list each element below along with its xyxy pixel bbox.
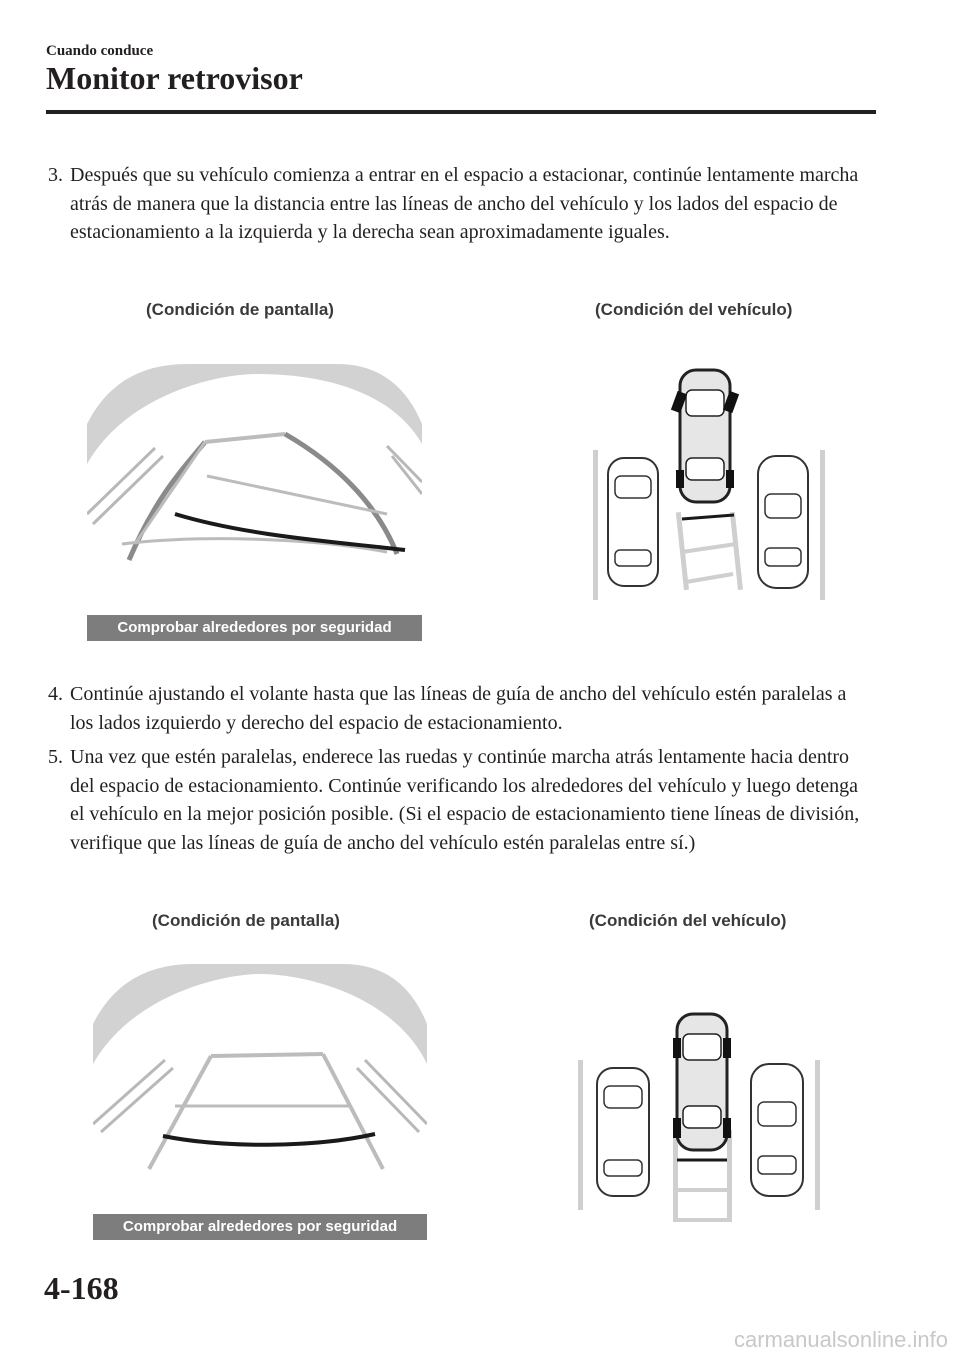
step-text: Una vez que estén paralelas, enderece las ruedas y continúe marcha atrás lentamente hacia dentro del espacio de estacionamiento. Continúe verificando los alrededores del vehículo y luego detenga el vehículo en la mejor posición posible. (Si el espacio de estacionamiento tiene líneas de división, verifique que las líneas de guía de ancho del vehículo estén paralelas entre sí.) [70, 746, 860, 854]
screen-condition-caption: (Condición de pantalla) [146, 300, 334, 319]
step-text: Continúe ajustando el volante hasta que las líneas de guía de ancho del vehículo estén paralelas a los lados izquierdo y derecho del espacio de estacionamiento. [70, 683, 847, 734]
safety-warning-banner: Comprobar alrededores por seguridad [87, 615, 422, 641]
step-4 [48, 680, 868, 737]
parked-car-left [608, 458, 658, 586]
step-3 [48, 161, 868, 247]
parked-car-right [758, 456, 808, 588]
step-number: 4. [48, 683, 63, 705]
step-number: 5. [48, 746, 63, 768]
vehicle-parking-illustration [588, 362, 828, 602]
page-title: Monitor retrovisor [46, 60, 303, 96]
own-car [671, 370, 739, 502]
page-number: 4-168 [44, 1270, 119, 1306]
monitor-screen-illustration [93, 964, 427, 1240]
vehicle-condition-caption: (Condición del vehículo) [589, 911, 787, 930]
screen-condition-caption: (Condición de pantalla) [152, 911, 340, 930]
step-5 [48, 743, 868, 857]
title-rule [46, 110, 876, 114]
rear-camera-view-graphic [93, 964, 427, 1240]
vehicle-condition-caption: (Condición del vehículo) [595, 300, 793, 319]
safety-warning-banner: Comprobar alrededores por seguridad [93, 1214, 427, 1240]
watermark: carmanualsonline.info [733, 1327, 948, 1352]
step-text: Después que su vehículo comienza a entrar en el espacio a estacionar, continúe lentamente marcha atrás de manera que la distancia entre las líneas de ancho del vehículo y los lados del espacio de estacionamiento a la izquierda y la derecha sean aproximadamente iguales. [70, 164, 859, 243]
parking-top-view-graphic [588, 362, 828, 602]
monitor-screen-illustration [87, 364, 422, 641]
parking-top-view-graphic [575, 1010, 825, 1226]
vehicle-parking-illustration [575, 1010, 825, 1226]
parked-car-right [751, 1064, 803, 1196]
rear-camera-view-graphic [87, 364, 422, 641]
section-label: Cuando conduce [46, 43, 154, 59]
parked-car-left [597, 1068, 649, 1196]
step-number: 3. [48, 164, 63, 186]
own-car [673, 1014, 731, 1150]
